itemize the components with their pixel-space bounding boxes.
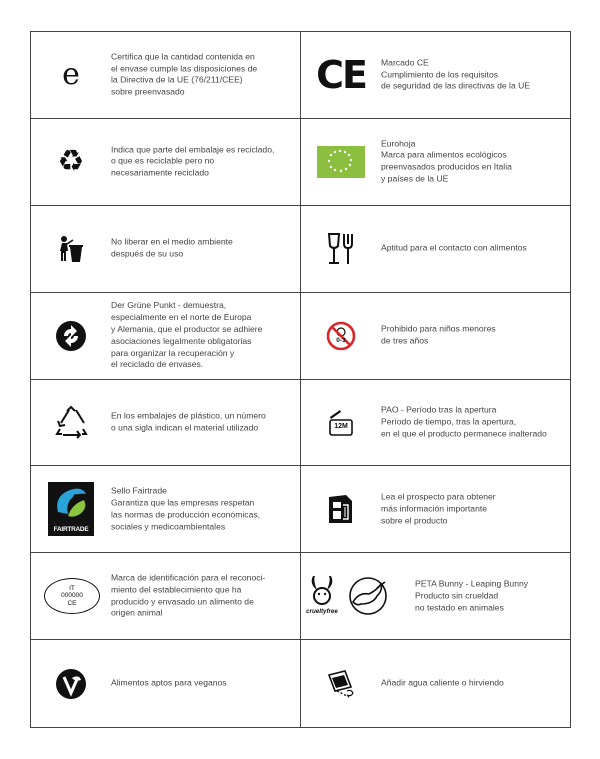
symbol-description: No liberar en el medio ambiente después de su uso (111, 236, 233, 259)
tidyman-litter-icon (43, 221, 99, 277)
symbol-cell-ce (301, 32, 571, 119)
symbol-description: En los embalajes de plástico, un número o una sigla indican el material utilizado (111, 410, 266, 433)
cruelty-free-bunny-icon: crueltyfree (305, 568, 401, 624)
symbol-cell-green-dot (31, 293, 301, 380)
symbol-cell-estimated-sign (31, 32, 301, 119)
symbol-cell-food-contact (301, 206, 571, 293)
ce-mark-icon: CE (316, 52, 366, 97)
symbol-description: Marca de identificación para el reconoci- miento del establecimiento que ha producido y envasado un alimento de origen animal (111, 572, 266, 618)
symbol-description: Prohibido para niños menores de tres años (381, 323, 496, 346)
identification-mark-oval-icon: IT 000000 CE (43, 568, 101, 624)
symbol-description: Eurohoja Marca para alimentos ecológicos preenvasados producidos en Italia y países de la UE (381, 138, 512, 184)
glass-fork-food-contact-icon (313, 221, 369, 277)
recycle-icon: ♻ (57, 143, 85, 179)
estimated-sign-e-icon: e (62, 56, 80, 92)
symbol-cell-recycle (31, 119, 301, 206)
symbol-description: Aptitud para el contacto con alimentos (381, 242, 527, 253)
plastic-recycling-triangle-icon (43, 394, 99, 450)
symbol-cell-identification-mark (31, 553, 301, 640)
read-leaflet-icon (313, 481, 369, 537)
symbol-description: PAO - Período tras la apertura Período de tiempo, tras la apertura, en el que el producto permanece inalterado (381, 404, 547, 439)
hot-water-kettle-icon (313, 656, 369, 712)
eu-organic-leaf-icon (313, 134, 369, 190)
symbol-cell-leaflet (301, 466, 571, 553)
symbol-description: Der Grüne Punkt - demuestra, especialmente en el norte de Europa y Alemania, que el productor se adhiere asociaciones legalmente obligatorias para organizar la recuperación y el reciclado de envases. (111, 300, 263, 370)
symbol-cell-eu-organic (301, 119, 571, 206)
fairtrade-logo-icon: FAIRTRADE (43, 481, 99, 537)
symbols-table (30, 31, 571, 728)
symbol-description: Sello Fairtrade Garantiza que las empresas respetan las normas de producción económicas, sociales y medicoambientales (111, 485, 261, 532)
symbol-description: Marcado CE Cumplimiento de los requisitos de seguridad de las directivas de la UE (381, 57, 531, 91)
symbol-cell-fairtrade (31, 466, 301, 553)
symbol-cell-pao (301, 380, 571, 467)
open-jar-pao-icon: 12M (313, 394, 369, 450)
symbol-description: Certifica que la cantidad contenida en el envase cumple las disposiciones de la Directiva de la UE (76/211/CEE) sobre preenvasado (111, 51, 258, 97)
symbol-cell-hot-water (301, 640, 571, 727)
symbol-cell-under-3 (301, 293, 571, 380)
symbol-description: Añadir agua caliente o hirviendo (381, 677, 504, 688)
symbol-description: Lea el prospecto para obtener más información importante sobre el producto (381, 491, 496, 526)
symbol-cell-vegan (31, 640, 301, 727)
symbol-description: PETA Bunny - Leaping Bunny Producto sin crueldad no testado en animales (415, 578, 529, 613)
symbol-description: Indica que parte del embalaje es reciclado, o que es reciclable pero no necesariamente reciclado (111, 144, 275, 178)
vegan-symbol-icon (43, 656, 99, 712)
not-for-under-3-icon: 0-3 (313, 308, 369, 364)
symbol-cell-tidyman (31, 206, 301, 293)
green-dot-icon (43, 308, 99, 364)
symbol-description: Alimentos aptos para veganos (111, 677, 227, 688)
symbol-cell-plastic (31, 380, 301, 467)
symbol-cell-cruelty-free (301, 553, 571, 640)
